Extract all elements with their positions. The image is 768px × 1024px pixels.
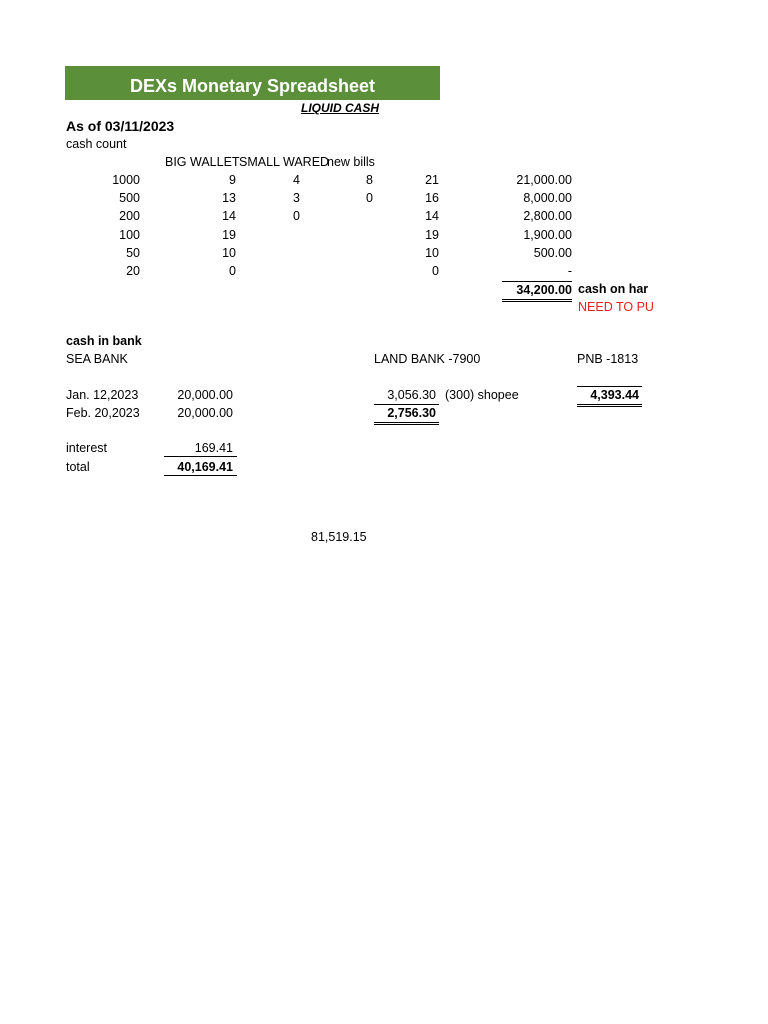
- pnb-total: 4,393.44: [577, 386, 642, 407]
- need-to-note: NEED TO PU: [578, 300, 654, 314]
- small-wared-cell: 0: [293, 209, 300, 223]
- pnb-name: PNB -1813: [577, 352, 639, 366]
- section-subtitle: LIQUID CASH: [301, 101, 379, 115]
- land-bank-deduction: (300) shopee: [445, 388, 519, 402]
- denom-cell: 100: [119, 228, 140, 242]
- sea-bank-date: Feb. 20,2023: [66, 406, 140, 420]
- amount-cell: 8,000.00: [523, 191, 572, 205]
- cash-in-bank-label: cash in bank: [66, 334, 142, 348]
- amount-cell: 2,800.00: [523, 209, 572, 223]
- amount-cell: 500.00: [533, 246, 572, 260]
- header-new-bills: new bills: [327, 155, 375, 169]
- denom-cell: 200: [119, 209, 140, 223]
- sea-bank-total: 40,169.41: [164, 460, 237, 476]
- count-cell: 0: [432, 264, 439, 278]
- sea-bank-amount: 20,000.00: [177, 388, 233, 402]
- small-wared-cell: 3: [293, 191, 300, 205]
- count-cell: 10: [425, 246, 439, 260]
- page-title: DEXs Monetary Spreadsheet: [65, 66, 440, 100]
- interest-label: interest: [66, 441, 107, 455]
- count-cell: 19: [425, 228, 439, 242]
- big-wallet-cell: 13: [222, 191, 236, 205]
- denom-cell: 500: [119, 191, 140, 205]
- cash-total: 34,200.00: [502, 281, 572, 302]
- amount-cell: 1,900.00: [523, 228, 572, 242]
- header-big-wallet: BIG WALLET: [165, 155, 240, 169]
- count-cell: 16: [425, 191, 439, 205]
- sea-bank-date: Jan. 12,2023: [66, 388, 139, 402]
- land-bank-balance: 3,056.30: [387, 388, 436, 402]
- new-bills-cell: 8: [366, 173, 373, 187]
- new-bills-cell: 0: [366, 191, 373, 205]
- count-cell: 14: [425, 209, 439, 223]
- count-cell: 21: [425, 173, 439, 187]
- denom-cell: 20: [126, 264, 140, 278]
- small-wared-cell: 4: [293, 173, 300, 187]
- land-bank-total: 2,756.30: [374, 404, 439, 425]
- sea-bank-name: SEA BANK: [66, 352, 128, 366]
- big-wallet-cell: 14: [222, 209, 236, 223]
- interest-value: 169.41: [164, 441, 237, 457]
- as-of-date: As of 03/11/2023: [66, 118, 175, 134]
- header-small-wared: SMALL WARED: [239, 155, 330, 169]
- big-wallet-cell: 19: [222, 228, 236, 242]
- amount-cell: 21,000.00: [516, 173, 572, 187]
- cash-count-label: cash count: [66, 137, 127, 151]
- denom-cell: 1000: [112, 173, 140, 187]
- amount-cell: -: [567, 264, 572, 278]
- big-wallet-cell: 0: [229, 264, 236, 278]
- denom-cell: 50: [126, 246, 140, 260]
- sea-bank-total-label: total: [66, 460, 90, 474]
- grand-total: 81,519.15: [311, 530, 367, 544]
- sea-bank-amount: 20,000.00: [177, 406, 233, 420]
- big-wallet-cell: 9: [229, 173, 236, 187]
- cash-on-hand-label: cash on har: [578, 282, 649, 296]
- land-bank-name: LAND BANK -7900: [374, 352, 481, 366]
- big-wallet-cell: 10: [222, 246, 236, 260]
